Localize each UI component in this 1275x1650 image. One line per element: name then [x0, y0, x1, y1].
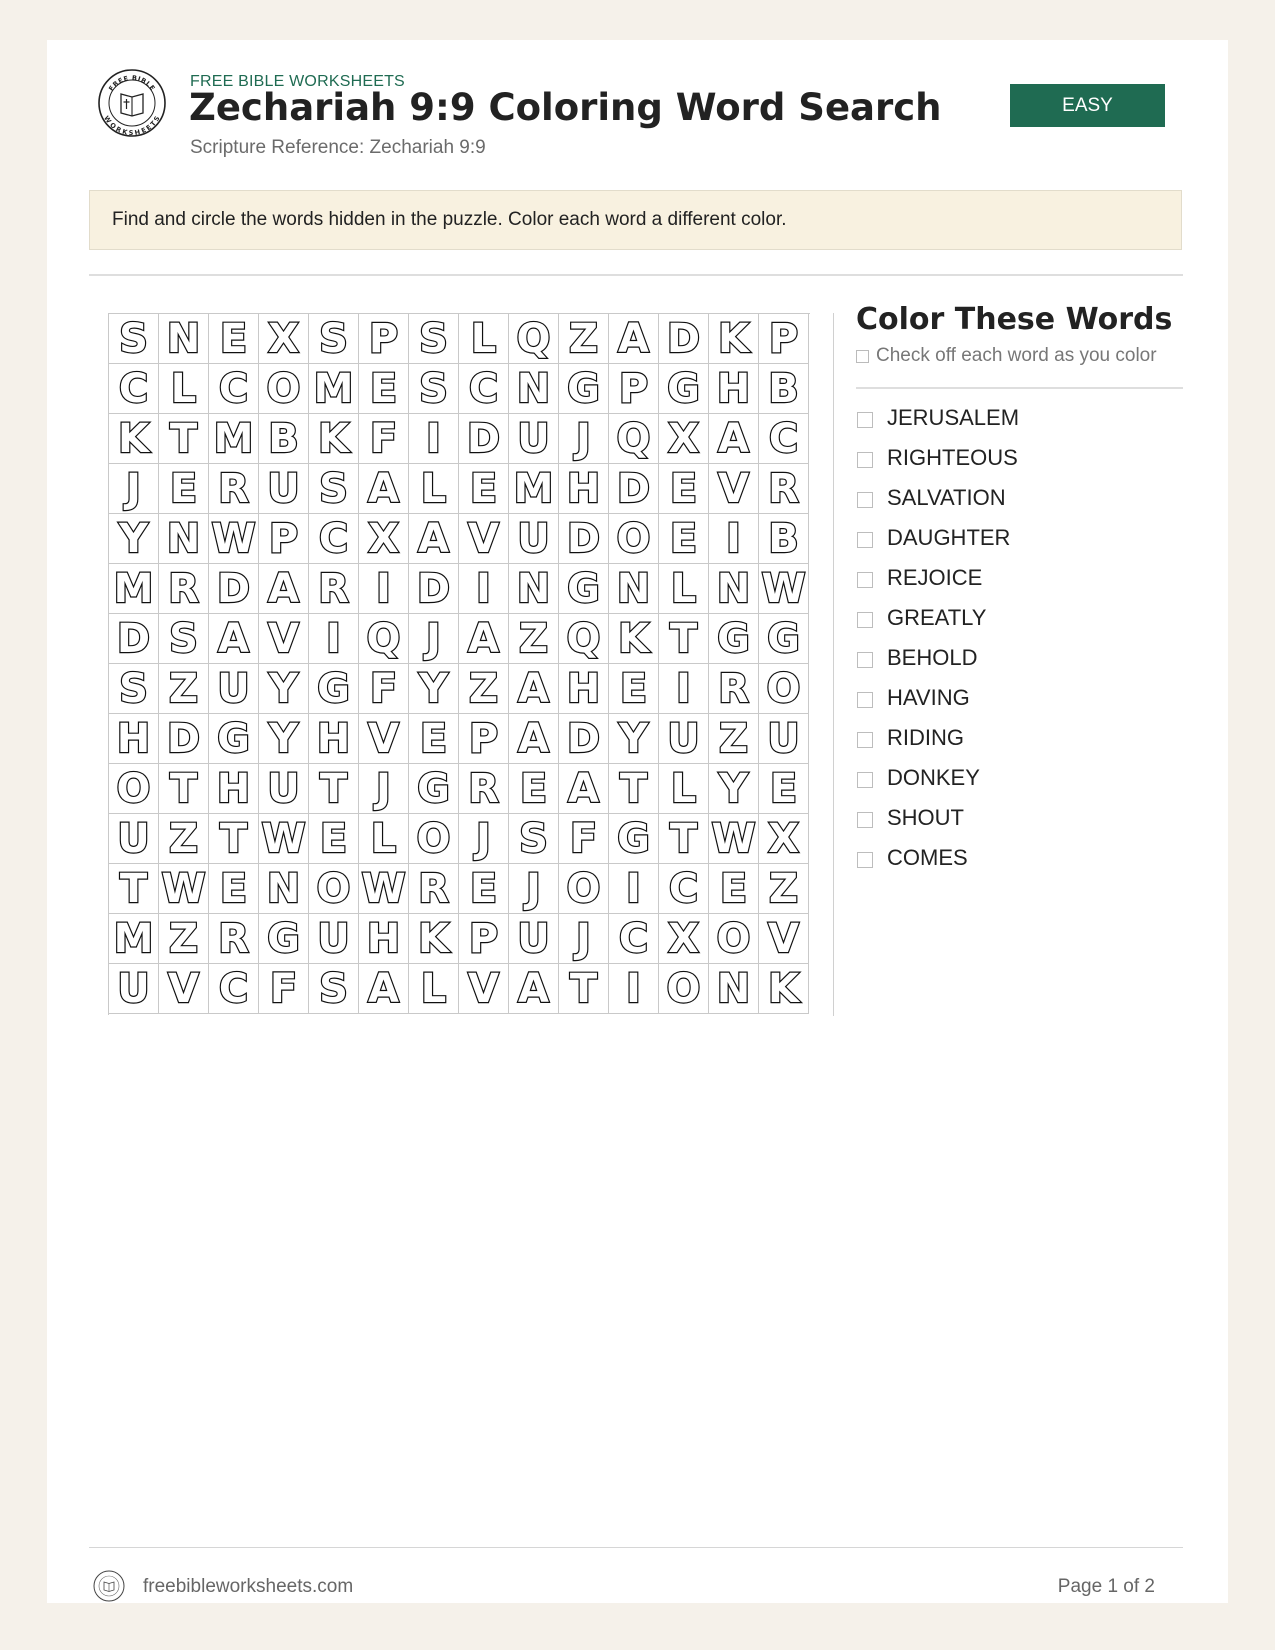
- grid-cell[interactable]: A: [209, 614, 259, 664]
- grid-cell[interactable]: P: [459, 914, 509, 964]
- grid-cell[interactable]: I: [359, 564, 409, 614]
- grid-cell[interactable]: H: [209, 764, 259, 814]
- word-list-item[interactable]: [856, 758, 1019, 798]
- grid-cell[interactable]: C: [609, 914, 659, 964]
- grid-cell[interactable]: M: [509, 464, 559, 514]
- grid-cell[interactable]: Z: [759, 864, 809, 914]
- grid-cell[interactable]: R: [309, 564, 359, 614]
- grid-cell[interactable]: E: [459, 864, 509, 914]
- grid-cell[interactable]: N: [709, 964, 759, 1014]
- grid-cell[interactable]: V: [259, 614, 309, 664]
- grid-cell[interactable]: K: [109, 414, 159, 464]
- grid-cell[interactable]: O: [309, 864, 359, 914]
- grid-cell[interactable]: I: [709, 514, 759, 564]
- grid-cell[interactable]: N: [159, 514, 209, 564]
- grid-cell[interactable]: N: [159, 314, 209, 364]
- grid-cell[interactable]: K: [759, 964, 809, 1014]
- grid-cell[interactable]: G: [659, 364, 709, 414]
- grid-cell[interactable]: J: [409, 614, 459, 664]
- grid-cell[interactable]: A: [459, 614, 509, 664]
- grid-cell[interactable]: I: [459, 564, 509, 614]
- word-list-item[interactable]: [856, 518, 1019, 558]
- grid-cell[interactable]: A: [259, 564, 309, 614]
- grid-cell[interactable]: J: [559, 914, 609, 964]
- instructions-box: [89, 190, 1182, 250]
- grid-cell[interactable]: G: [559, 364, 609, 414]
- grid-cell[interactable]: O: [559, 864, 609, 914]
- word-checkbox[interactable]: [857, 652, 873, 668]
- word-checkbox[interactable]: [857, 692, 873, 708]
- grid-cell[interactable]: U: [109, 814, 159, 864]
- grid-cell[interactable]: L: [659, 764, 709, 814]
- word-label: SHOUT: [887, 805, 964, 830]
- grid-cell[interactable]: A: [359, 964, 409, 1014]
- grid-cell[interactable]: R: [159, 564, 209, 614]
- grid-cell[interactable]: W: [159, 864, 209, 914]
- grid-cell[interactable]: U: [209, 664, 259, 714]
- grid-cell[interactable]: R: [459, 764, 509, 814]
- grid-cell[interactable]: H: [359, 914, 409, 964]
- grid-cell[interactable]: V: [159, 964, 209, 1014]
- grid-cell[interactable]: Z: [159, 664, 209, 714]
- page-title: Zechariah 9:9 Coloring Word Search: [189, 86, 942, 129]
- grid-cell[interactable]: X: [659, 914, 709, 964]
- grid-cell[interactable]: S: [109, 664, 159, 714]
- word-list-subtitle-text: Check off each word as you color: [876, 345, 1157, 366]
- grid-cell[interactable]: U: [509, 514, 559, 564]
- grid-cell[interactable]: M: [109, 564, 159, 614]
- word-label: GREATLY: [887, 605, 987, 630]
- grid-cell[interactable]: N: [509, 564, 559, 614]
- word-label: BEHOLD: [887, 645, 978, 670]
- grid-cell[interactable]: B: [759, 364, 809, 414]
- grid-cell[interactable]: B: [759, 514, 809, 564]
- grid-cell[interactable]: E: [759, 764, 809, 814]
- grid-cell[interactable]: C: [459, 364, 509, 414]
- grid-cell[interactable]: D: [559, 714, 609, 764]
- word-list-item[interactable]: [856, 718, 1019, 758]
- word-list-item[interactable]: [856, 838, 1019, 878]
- grid-cell[interactable]: S: [409, 314, 459, 364]
- grid-cell[interactable]: R: [209, 914, 259, 964]
- grid-cell[interactable]: S: [509, 814, 559, 864]
- grid-cell[interactable]: E: [309, 814, 359, 864]
- checkbox-icon: [856, 350, 869, 363]
- grid-cell[interactable]: U: [659, 714, 709, 764]
- grid-cell[interactable]: N: [609, 564, 659, 614]
- grid-cell[interactable]: T: [209, 814, 259, 864]
- word-label: RIGHTEOUS: [887, 445, 1018, 470]
- page-number: Page 1 of 2: [1057, 1576, 1155, 1597]
- divider: [89, 274, 1183, 276]
- grid-cell[interactable]: J: [109, 464, 159, 514]
- grid-cell[interactable]: P: [259, 514, 309, 564]
- word-checkbox[interactable]: [857, 772, 873, 788]
- footer-site-link[interactable]: freebibleworksheets.com: [143, 1576, 354, 1597]
- grid-cell[interactable]: F: [559, 814, 609, 864]
- grid-cell[interactable]: S: [309, 964, 359, 1014]
- instructions-text: Find and circle the words hidden in the puzzle. Color each word a different color.: [112, 209, 787, 230]
- grid-cell[interactable]: U: [309, 914, 359, 964]
- word-list-item[interactable]: [856, 678, 1019, 718]
- grid-cell[interactable]: Q: [559, 614, 609, 664]
- grid-cell[interactable]: D: [159, 714, 209, 764]
- grid-cell[interactable]: C: [309, 514, 359, 564]
- grid-cell[interactable]: D: [459, 414, 509, 464]
- grid-cell[interactable]: Y: [709, 764, 759, 814]
- grid-cell[interactable]: M: [109, 914, 159, 964]
- grid-cell[interactable]: E: [609, 664, 659, 714]
- grid-cell[interactable]: E: [209, 864, 259, 914]
- word-list-item[interactable]: [856, 798, 1019, 838]
- footer-divider: [89, 1547, 1183, 1548]
- grid-cell[interactable]: V: [359, 714, 409, 764]
- word-checkbox[interactable]: [857, 732, 873, 748]
- grid-cell[interactable]: R: [759, 464, 809, 514]
- word-checkbox[interactable]: [857, 612, 873, 628]
- grid-cell[interactable]: E: [409, 714, 459, 764]
- grid-cell[interactable]: A: [709, 414, 759, 464]
- word-checkbox[interactable]: [857, 452, 873, 468]
- grid-cell[interactable]: U: [109, 964, 159, 1014]
- word-list: [856, 398, 1019, 878]
- grid-cell[interactable]: Z: [509, 614, 559, 664]
- grid-cell[interactable]: L: [409, 964, 459, 1014]
- grid-cell[interactable]: L: [409, 464, 459, 514]
- grid-cell[interactable]: J: [559, 414, 609, 464]
- grid-cell[interactable]: A: [409, 514, 459, 564]
- grid-cell[interactable]: N: [509, 364, 559, 414]
- grid-cell[interactable]: C: [209, 364, 259, 414]
- grid-cell[interactable]: X: [259, 314, 309, 364]
- grid-cell[interactable]: O: [109, 764, 159, 814]
- grid-cell[interactable]: U: [509, 414, 559, 464]
- grid-cell[interactable]: T: [559, 964, 609, 1014]
- grid-cell[interactable]: P: [459, 714, 509, 764]
- grid-cell[interactable]: T: [159, 764, 209, 814]
- grid-cell[interactable]: G: [309, 664, 359, 714]
- grid-cell[interactable]: S: [409, 364, 459, 414]
- grid-cell[interactable]: G: [609, 814, 659, 864]
- grid-cell[interactable]: U: [259, 764, 309, 814]
- grid-cell[interactable]: Y: [259, 664, 309, 714]
- grid-cell[interactable]: U: [509, 914, 559, 964]
- grid-cell[interactable]: I: [609, 964, 659, 1014]
- grid-cell[interactable]: H: [559, 664, 609, 714]
- grid-cell[interactable]: H: [309, 714, 359, 764]
- grid-cell[interactable]: G: [709, 614, 759, 664]
- footer-logo-icon: [93, 1570, 125, 1602]
- grid-cell[interactable]: T: [109, 864, 159, 914]
- grid-cell[interactable]: H: [559, 464, 609, 514]
- grid-cell[interactable]: D: [109, 614, 159, 664]
- grid-cell[interactable]: Z: [459, 664, 509, 714]
- grid-cell[interactable]: T: [309, 764, 359, 814]
- grid-cell[interactable]: V: [459, 964, 509, 1014]
- grid-cell[interactable]: C: [659, 864, 709, 914]
- grid-cell[interactable]: W: [359, 864, 409, 914]
- grid-cell[interactable]: E: [209, 314, 259, 364]
- word-checkbox[interactable]: [857, 532, 873, 548]
- grid-cell[interactable]: X: [359, 514, 409, 564]
- word-label: COMES: [887, 845, 968, 870]
- word-list-item[interactable]: [856, 598, 1019, 638]
- grid-cell[interactable]: O: [759, 664, 809, 714]
- grid-cell[interactable]: D: [559, 514, 609, 564]
- grid-cell[interactable]: E: [659, 514, 709, 564]
- grid-cell[interactable]: I: [409, 414, 459, 464]
- grid-cell[interactable]: T: [659, 814, 709, 864]
- grid-cell[interactable]: E: [159, 464, 209, 514]
- grid-cell[interactable]: B: [259, 414, 309, 464]
- grid-cell[interactable]: G: [209, 714, 259, 764]
- column-divider: [833, 313, 834, 1016]
- word-label: HAVING: [887, 685, 970, 710]
- grid-cell[interactable]: O: [259, 364, 309, 414]
- grid-cell[interactable]: D: [209, 564, 259, 614]
- grid-cell[interactable]: T: [659, 614, 709, 664]
- grid-cell[interactable]: P: [759, 314, 809, 364]
- word-label: SALVATION: [887, 485, 1006, 510]
- scripture-reference: Scripture Reference: Zechariah 9:9: [190, 137, 486, 158]
- grid-cell[interactable]: V: [459, 514, 509, 564]
- word-checkbox[interactable]: [857, 492, 873, 508]
- grid-cell[interactable]: A: [509, 714, 559, 764]
- grid-cell[interactable]: Q: [359, 614, 409, 664]
- grid-cell[interactable]: C: [209, 964, 259, 1014]
- grid-cell[interactable]: S: [159, 614, 209, 664]
- grid-cell[interactable]: E: [459, 464, 509, 514]
- grid-cell[interactable]: J: [459, 814, 509, 864]
- grid-cell[interactable]: N: [259, 864, 309, 914]
- grid-cell[interactable]: H: [709, 364, 759, 414]
- grid-cell[interactable]: I: [609, 864, 659, 914]
- grid-cell[interactable]: O: [659, 964, 709, 1014]
- grid-cell[interactable]: R: [209, 464, 259, 514]
- grid-cell[interactable]: R: [409, 864, 459, 914]
- grid-cell[interactable]: R: [709, 664, 759, 714]
- grid-cell[interactable]: Z: [159, 814, 209, 864]
- grid-cell[interactable]: J: [359, 764, 409, 814]
- grid-cell[interactable]: F: [359, 664, 409, 714]
- grid-cell[interactable]: P: [609, 364, 659, 414]
- grid-cell[interactable]: Z: [159, 914, 209, 964]
- grid-cell[interactable]: V: [709, 464, 759, 514]
- grid-cell[interactable]: Q: [609, 414, 659, 464]
- grid-cell[interactable]: Y: [109, 514, 159, 564]
- grid-cell[interactable]: Y: [409, 664, 459, 714]
- grid-cell[interactable]: S: [109, 314, 159, 364]
- grid-cell[interactable]: N: [709, 564, 759, 614]
- grid-cell[interactable]: V: [759, 914, 809, 964]
- logo-text-bottom: WORKSHEETS: [102, 114, 162, 138]
- grid-cell[interactable]: H: [109, 714, 159, 764]
- grid-cell[interactable]: W: [209, 514, 259, 564]
- grid-cell[interactable]: K: [609, 614, 659, 664]
- grid-cell[interactable]: F: [359, 414, 409, 464]
- grid-cell[interactable]: U: [759, 714, 809, 764]
- grid-cell[interactable]: A: [359, 464, 409, 514]
- grid-cell[interactable]: W: [259, 814, 309, 864]
- grid-cell[interactable]: D: [659, 314, 709, 364]
- brand-name: FREE BIBLE WORKSHEETS: [190, 73, 405, 90]
- word-search-grid: [108, 313, 810, 1015]
- worksheet-page: [47, 40, 1228, 1603]
- word-checkbox[interactable]: [857, 572, 873, 588]
- grid-cell[interactable]: M: [209, 414, 259, 464]
- grid-cell[interactable]: W: [759, 564, 809, 614]
- grid-cell[interactable]: A: [609, 314, 659, 364]
- word-label: RIDING: [887, 725, 964, 750]
- word-list-item[interactable]: [856, 558, 1019, 598]
- grid-cell[interactable]: I: [659, 664, 709, 714]
- word-list-item[interactable]: [856, 638, 1019, 678]
- word-list-item[interactable]: [856, 398, 1019, 438]
- grid-cell[interactable]: A: [509, 964, 559, 1014]
- grid-cell[interactable]: G: [559, 564, 609, 614]
- word-checkbox[interactable]: [857, 412, 873, 428]
- word-label: JERUSALEM: [887, 405, 1020, 430]
- grid-cell[interactable]: K: [309, 414, 359, 464]
- grid-cell[interactable]: C: [759, 414, 809, 464]
- word-list-item[interactable]: [856, 478, 1019, 518]
- grid-cell[interactable]: J: [509, 864, 559, 914]
- grid-cell[interactable]: O: [709, 914, 759, 964]
- grid-cell[interactable]: F: [259, 964, 309, 1014]
- word-list-title: Color These Words: [856, 302, 1173, 337]
- word-list-subtitle: [856, 345, 1157, 367]
- grid-cell[interactable]: D: [409, 564, 459, 614]
- grid-cell[interactable]: C: [109, 364, 159, 414]
- grid-cell[interactable]: U: [259, 464, 309, 514]
- grid-cell[interactable]: L: [659, 564, 709, 614]
- grid-cell[interactable]: L: [359, 814, 409, 864]
- grid-cell[interactable]: L: [459, 314, 509, 364]
- word-list-item[interactable]: [856, 438, 1019, 478]
- grid-cell[interactable]: G: [409, 764, 459, 814]
- difficulty-badge: EASY: [1010, 84, 1165, 127]
- grid-cell[interactable]: D: [609, 464, 659, 514]
- grid-cell[interactable]: T: [609, 764, 659, 814]
- grid-cell[interactable]: M: [309, 364, 359, 414]
- grid-cell[interactable]: T: [159, 414, 209, 464]
- grid-cell[interactable]: E: [709, 864, 759, 914]
- logo-text-top: FREE BIBLE: [107, 73, 157, 93]
- word-label: DAUGHTER: [887, 525, 1011, 550]
- brand-logo-icon: [97, 68, 167, 138]
- grid-cell[interactable]: I: [309, 614, 359, 664]
- grid-cell[interactable]: O: [409, 814, 459, 864]
- grid-cell[interactable]: Z: [709, 714, 759, 764]
- grid-cell[interactable]: G: [259, 914, 309, 964]
- grid-cell[interactable]: K: [409, 914, 459, 964]
- grid-cell[interactable]: Y: [609, 714, 659, 764]
- word-label: DONKEY: [887, 765, 980, 790]
- grid-cell[interactable]: E: [659, 464, 709, 514]
- grid-cell[interactable]: Z: [559, 314, 609, 364]
- grid-cell[interactable]: G: [759, 614, 809, 664]
- grid-cell[interactable]: Q: [509, 314, 559, 364]
- grid-cell[interactable]: E: [359, 364, 409, 414]
- grid-cell[interactable]: Y: [259, 714, 309, 764]
- grid-cell[interactable]: S: [309, 314, 359, 364]
- grid-cell[interactable]: X: [759, 814, 809, 864]
- grid-cell[interactable]: S: [309, 464, 359, 514]
- word-checkbox[interactable]: [857, 852, 873, 868]
- divider: [856, 387, 1183, 389]
- grid-cell[interactable]: A: [509, 664, 559, 714]
- grid-cell[interactable]: K: [709, 314, 759, 364]
- grid-cell[interactable]: E: [509, 764, 559, 814]
- grid-cell[interactable]: O: [609, 514, 659, 564]
- grid-cell[interactable]: X: [659, 414, 709, 464]
- grid-cell[interactable]: L: [159, 364, 209, 414]
- grid-cell[interactable]: A: [559, 764, 609, 814]
- word-checkbox[interactable]: [857, 812, 873, 828]
- word-label: REJOICE: [887, 565, 983, 590]
- grid-cell[interactable]: P: [359, 314, 409, 364]
- grid-cell[interactable]: W: [709, 814, 759, 864]
